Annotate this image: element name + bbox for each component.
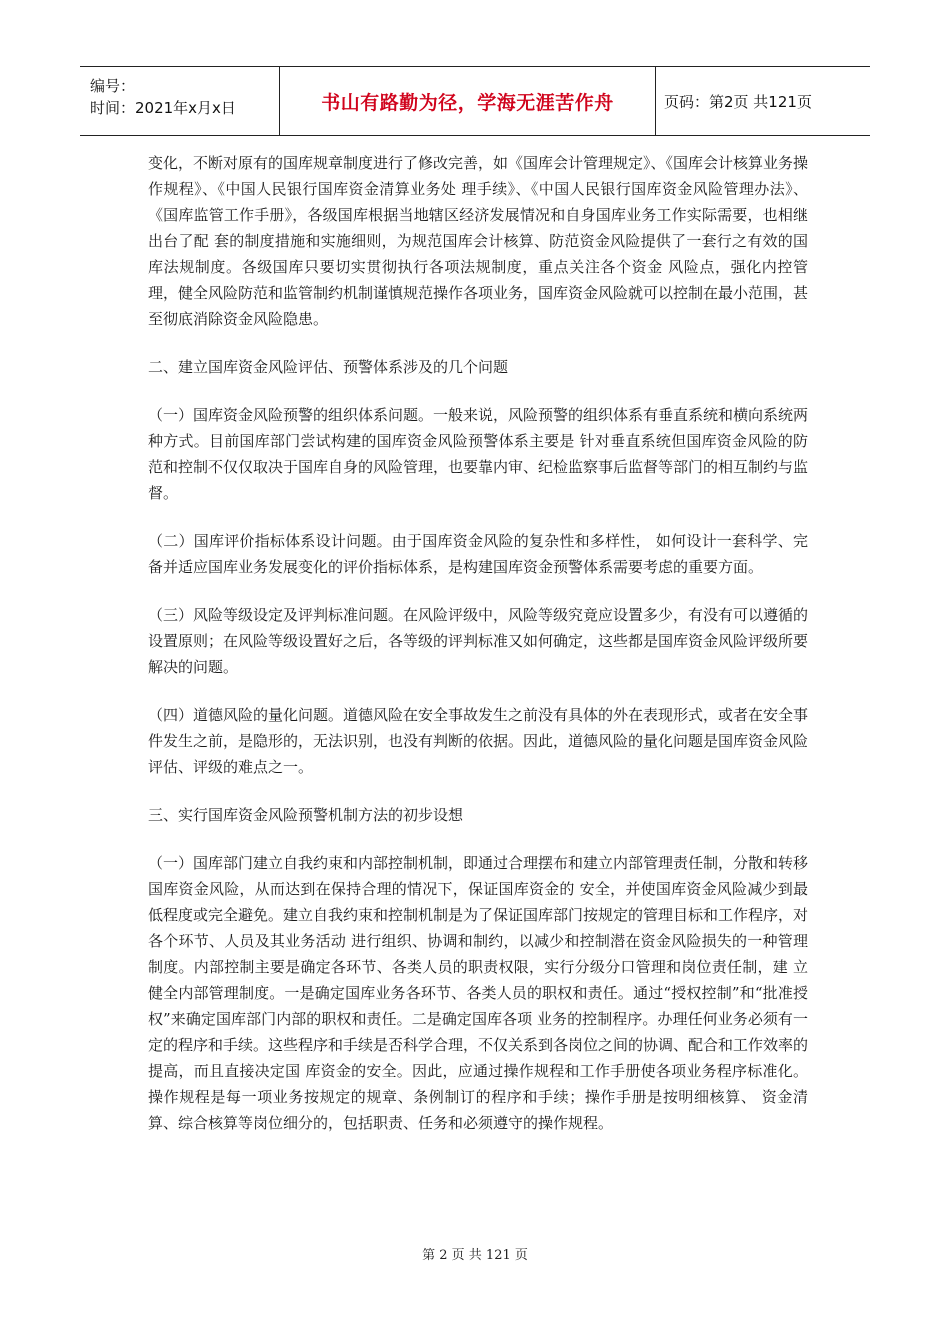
body-paragraph: （一）国库资金风险预警的组织体系问题。一般来说，风险预警的组织体系有垂直系统和横向系统两种方式。目前国库部门尝试构建的国库资金风险预警体系主要是 针对垂直系统但国库资金风险的防范和控制不仅仅取决于国库自身的风险管理，也要靠内审、纪检监察事后监督等部门的相互制约与监督。 bbox=[148, 406, 809, 502]
header-page-label: 页码：第2页 共121页 bbox=[664, 92, 812, 111]
header-meta-cell bbox=[80, 67, 280, 135]
body-paragraph: （二）国库评价指标体系设计问题。由于国库资金风险的复杂性和多样性， 如何设计一套科学、完备并适应国库业务发展变化的评价指标体系，是构建国库资金预警体系需要考虑的重要方面。 bbox=[148, 532, 808, 576]
body-paragraph: （三）风险等级设定及评判标准问题。在风险评级中，风险等级究竟应设置多少，有没有可以遵循的设置原则；在风险等级设置好之后，各等级的评判标准又如何确定，这些都是国库资金风险评级所要解决的问题。 bbox=[148, 606, 809, 676]
page-header bbox=[80, 66, 870, 136]
section-heading: 二、建立国库资金风险评估、预警体系涉及的几个问题 bbox=[148, 358, 509, 376]
body-paragraph: （一）国库部门建立自我约束和内部控制机制，即通过合理摆布和建立内部管理责任制，分散和转移国库资金风险，从而达到在保持合理的情况下，保证国库资金的 安全，并使国库资金风险减少到最低程度或完全避免。建立自我约束和控制机制是为了保证国库部门按规定的管理目标和工作程序，对各个环节、人员及其业务活动 进行组织、协调和制约，以减少和控制潜在资金风险损失的一种管理制度。内部控制主要是确定各环节、各类人员的职责权限，实行分级分口管理和岗位责任制，建 立健全内部管理制度。一是确定国库业务各环节、各类人员的职权和责任。通过“授权控制”和“批准授权”来确定国库部门内部的职权和责任。二是确定国库各项 业务的控制程序。办理任何业务必须有一定的程序和手续。这些程序和手续是否科学合理，不仅关系到各岗位之间的协调、配合和工作效率的提高，而且直接决定国 库资金的安全。因此，应通过操作规程和工作手册使各项业务程序标准化。操作规程是每一项业务按规定的规章、条例制订的程序和手续；操作手册是按明细核算、 资金清算、综合核算等岗位细分的，包括职责、任务和必须遵守的操作规程。 bbox=[148, 854, 809, 1132]
section-heading: 三、实行国库资金风险预警机制方法的初步设想 bbox=[148, 806, 464, 824]
document-number-label: 编号： bbox=[90, 77, 136, 95]
body-paragraph: （四）道德风险的量化问题。道德风险在安全事故发生之前没有具体的外在表现形式，或者在安全事件发生之前，是隐形的，无法识别，也没有判断的依据。因此，道德风险的量化问题是国库资金风险评估、评级的难点之一。 bbox=[148, 706, 809, 776]
document-body bbox=[148, 150, 808, 1158]
body-paragraph: 变化，不断对原有的国库规章制度进行了修改完善，如《国库会计管理规定》、《国库会计核算业务操作规程》、《中国人民银行国库资金清算业务处 理手续》、《中国人民银行国库资金风险管理办法》、《国库监管工作手册》，各级国库根据当地辖区经济发展情况和自身国库业务工作实际需要，也相继出台了配 套的制度措施和实施细则，为规范国库会计核算、防范资金风险提供了一套行之有效的国库法规制度。各级国库只要切实贯彻执行各项法规制度，重点关注各个资金 风险点，强化内控管理，健全风险防范和监管制约机制谨慎规范操作各项业务，国库资金风险就可以控制在最小范围，甚至彻底消除资金风险隐患。 bbox=[148, 154, 809, 328]
header-motto: 书山有路勤为径，学海无涯苦作舟 bbox=[280, 67, 656, 135]
page-footer: 第 2 页 共 121 页 bbox=[422, 1248, 528, 1263]
document-date-label: 时间：2021年x月x日 bbox=[90, 99, 236, 117]
